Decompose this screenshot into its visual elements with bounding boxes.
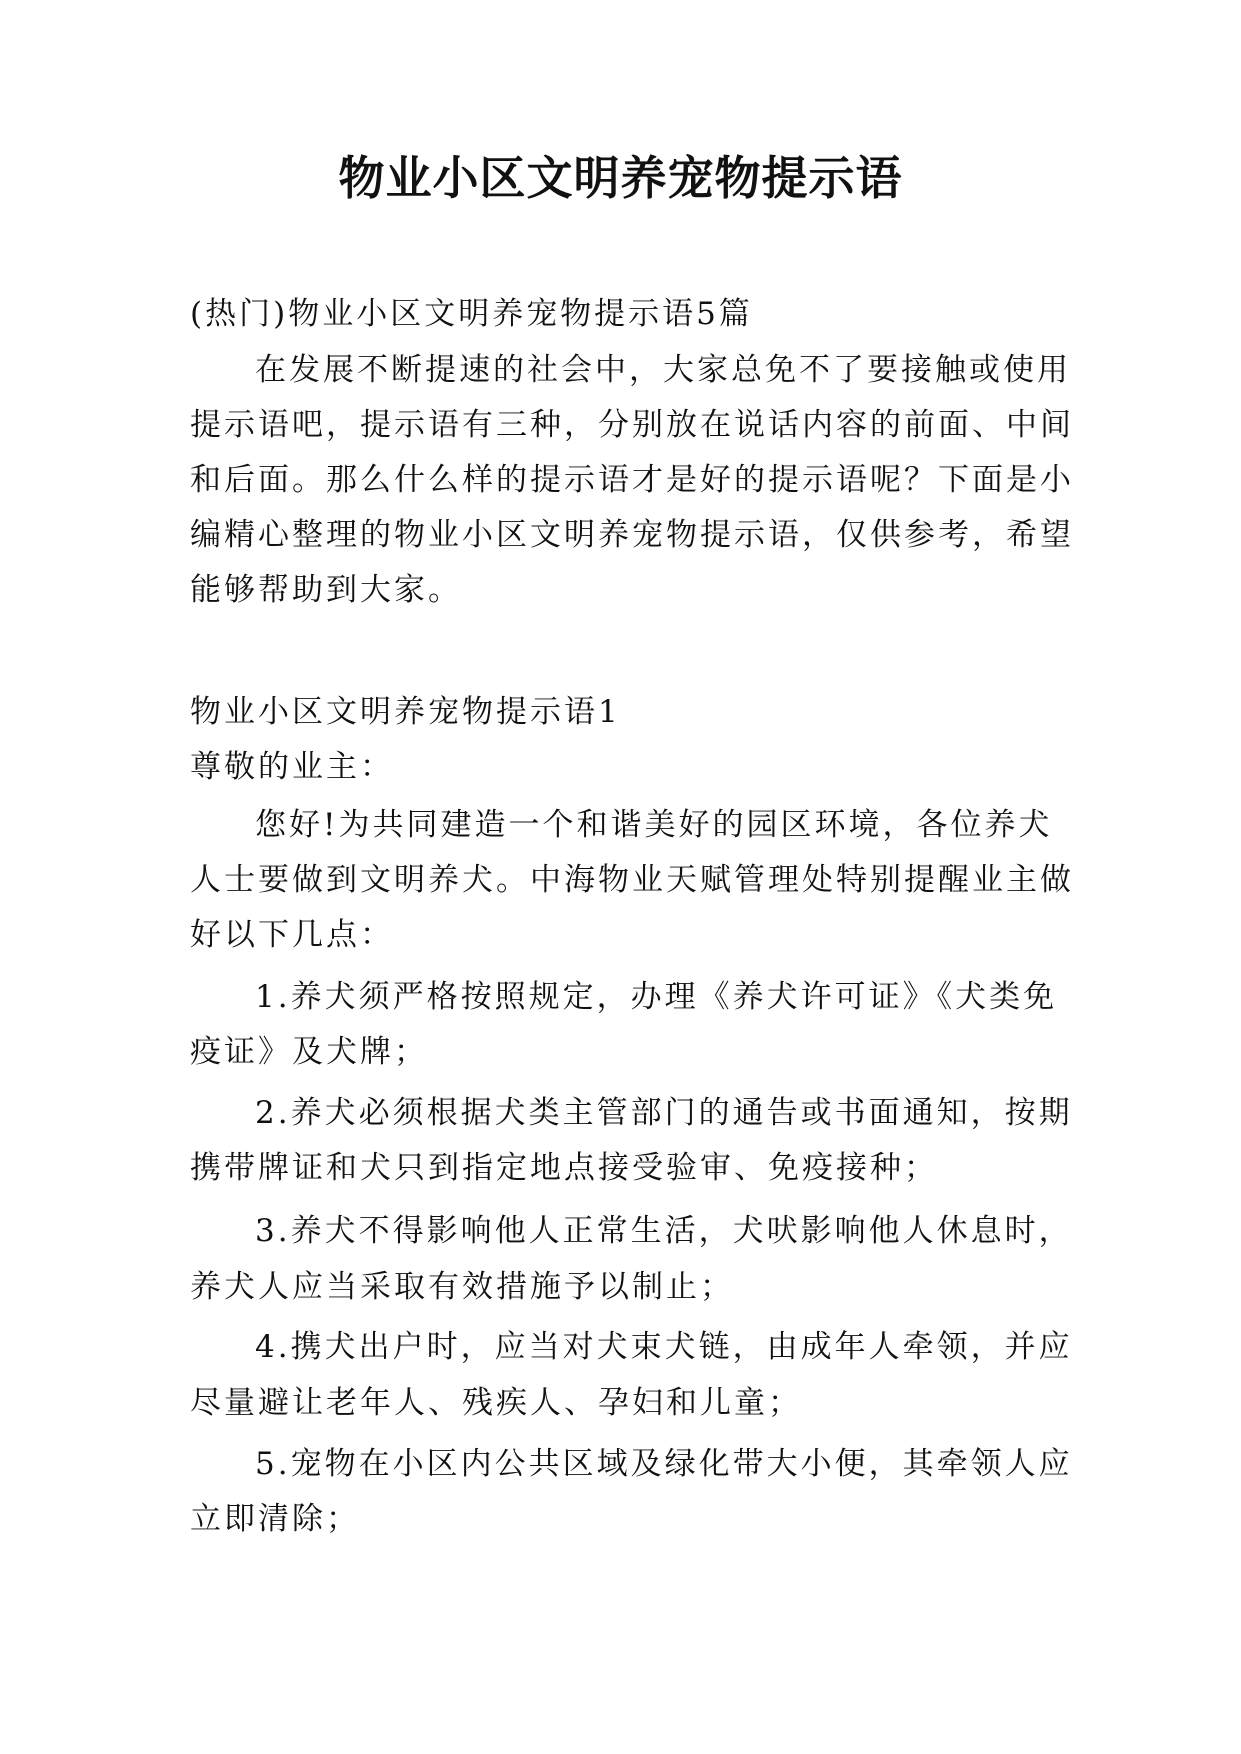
document-subtitle: (热门)物业小区文明养宠物提示语5篇 bbox=[190, 296, 753, 332]
intro-line: 在发展不断提速的社会中，大家总免不了要接触或使用 bbox=[255, 352, 1071, 388]
intro-line: 能够帮助到大家。 bbox=[190, 572, 462, 608]
section-heading: 物业小区文明养宠物提示语1 bbox=[190, 694, 621, 730]
list-item-3: 3.养犬不得影响他人正常生活，犬吠影响他人休息时， bbox=[255, 1213, 1073, 1249]
intro-line: 提示语吧，提示语有三种，分别放在说话内容的前面、中间 bbox=[190, 407, 1074, 443]
body-line: 养犬人应当采取有效措施予以制止； bbox=[190, 1269, 734, 1305]
intro-line: 和后面。那么什么样的提示语才是好的提示语呢？下面是小 bbox=[190, 462, 1074, 498]
document-title: 物业小区文明养宠物提示语 bbox=[338, 151, 903, 205]
list-item-5: 5.宠物在小区内公共区域及绿化带大小便，其牵领人应 bbox=[255, 1446, 1073, 1482]
body-line: 人士要做到文明养犬。中海物业天赋管理处特别提醒业主做 bbox=[190, 862, 1074, 898]
body-line: 好以下几点： bbox=[190, 917, 394, 953]
list-item-2: 2.养犬必须根据犬类主管部门的通告或书面通知，按期 bbox=[255, 1095, 1073, 1131]
body-line: 携带牌证和犬只到指定地点接受验审、免疫接种； bbox=[190, 1150, 938, 1186]
body-line: 尽量避让老年人、残疾人、孕妇和儿童； bbox=[190, 1385, 802, 1421]
body-line: 疫证》及犬牌； bbox=[190, 1034, 428, 1070]
salutation: 尊敬的业主： bbox=[190, 749, 394, 785]
body-line: 立即清除； bbox=[190, 1501, 360, 1537]
intro-line: 编精心整理的物业小区文明养宠物提示语，仅供参考，希望 bbox=[190, 517, 1074, 553]
list-item-4: 4.携犬出户时，应当对犬束犬链，由成年人牵领，并应 bbox=[255, 1329, 1073, 1365]
list-item-1: 1.养犬须严格按照规定，办理《养犬许可证》《犬类免 bbox=[255, 979, 1058, 1015]
body-line: 您好!为共同建造一个和谐美好的园区环境，各位养犬 bbox=[255, 807, 1053, 843]
